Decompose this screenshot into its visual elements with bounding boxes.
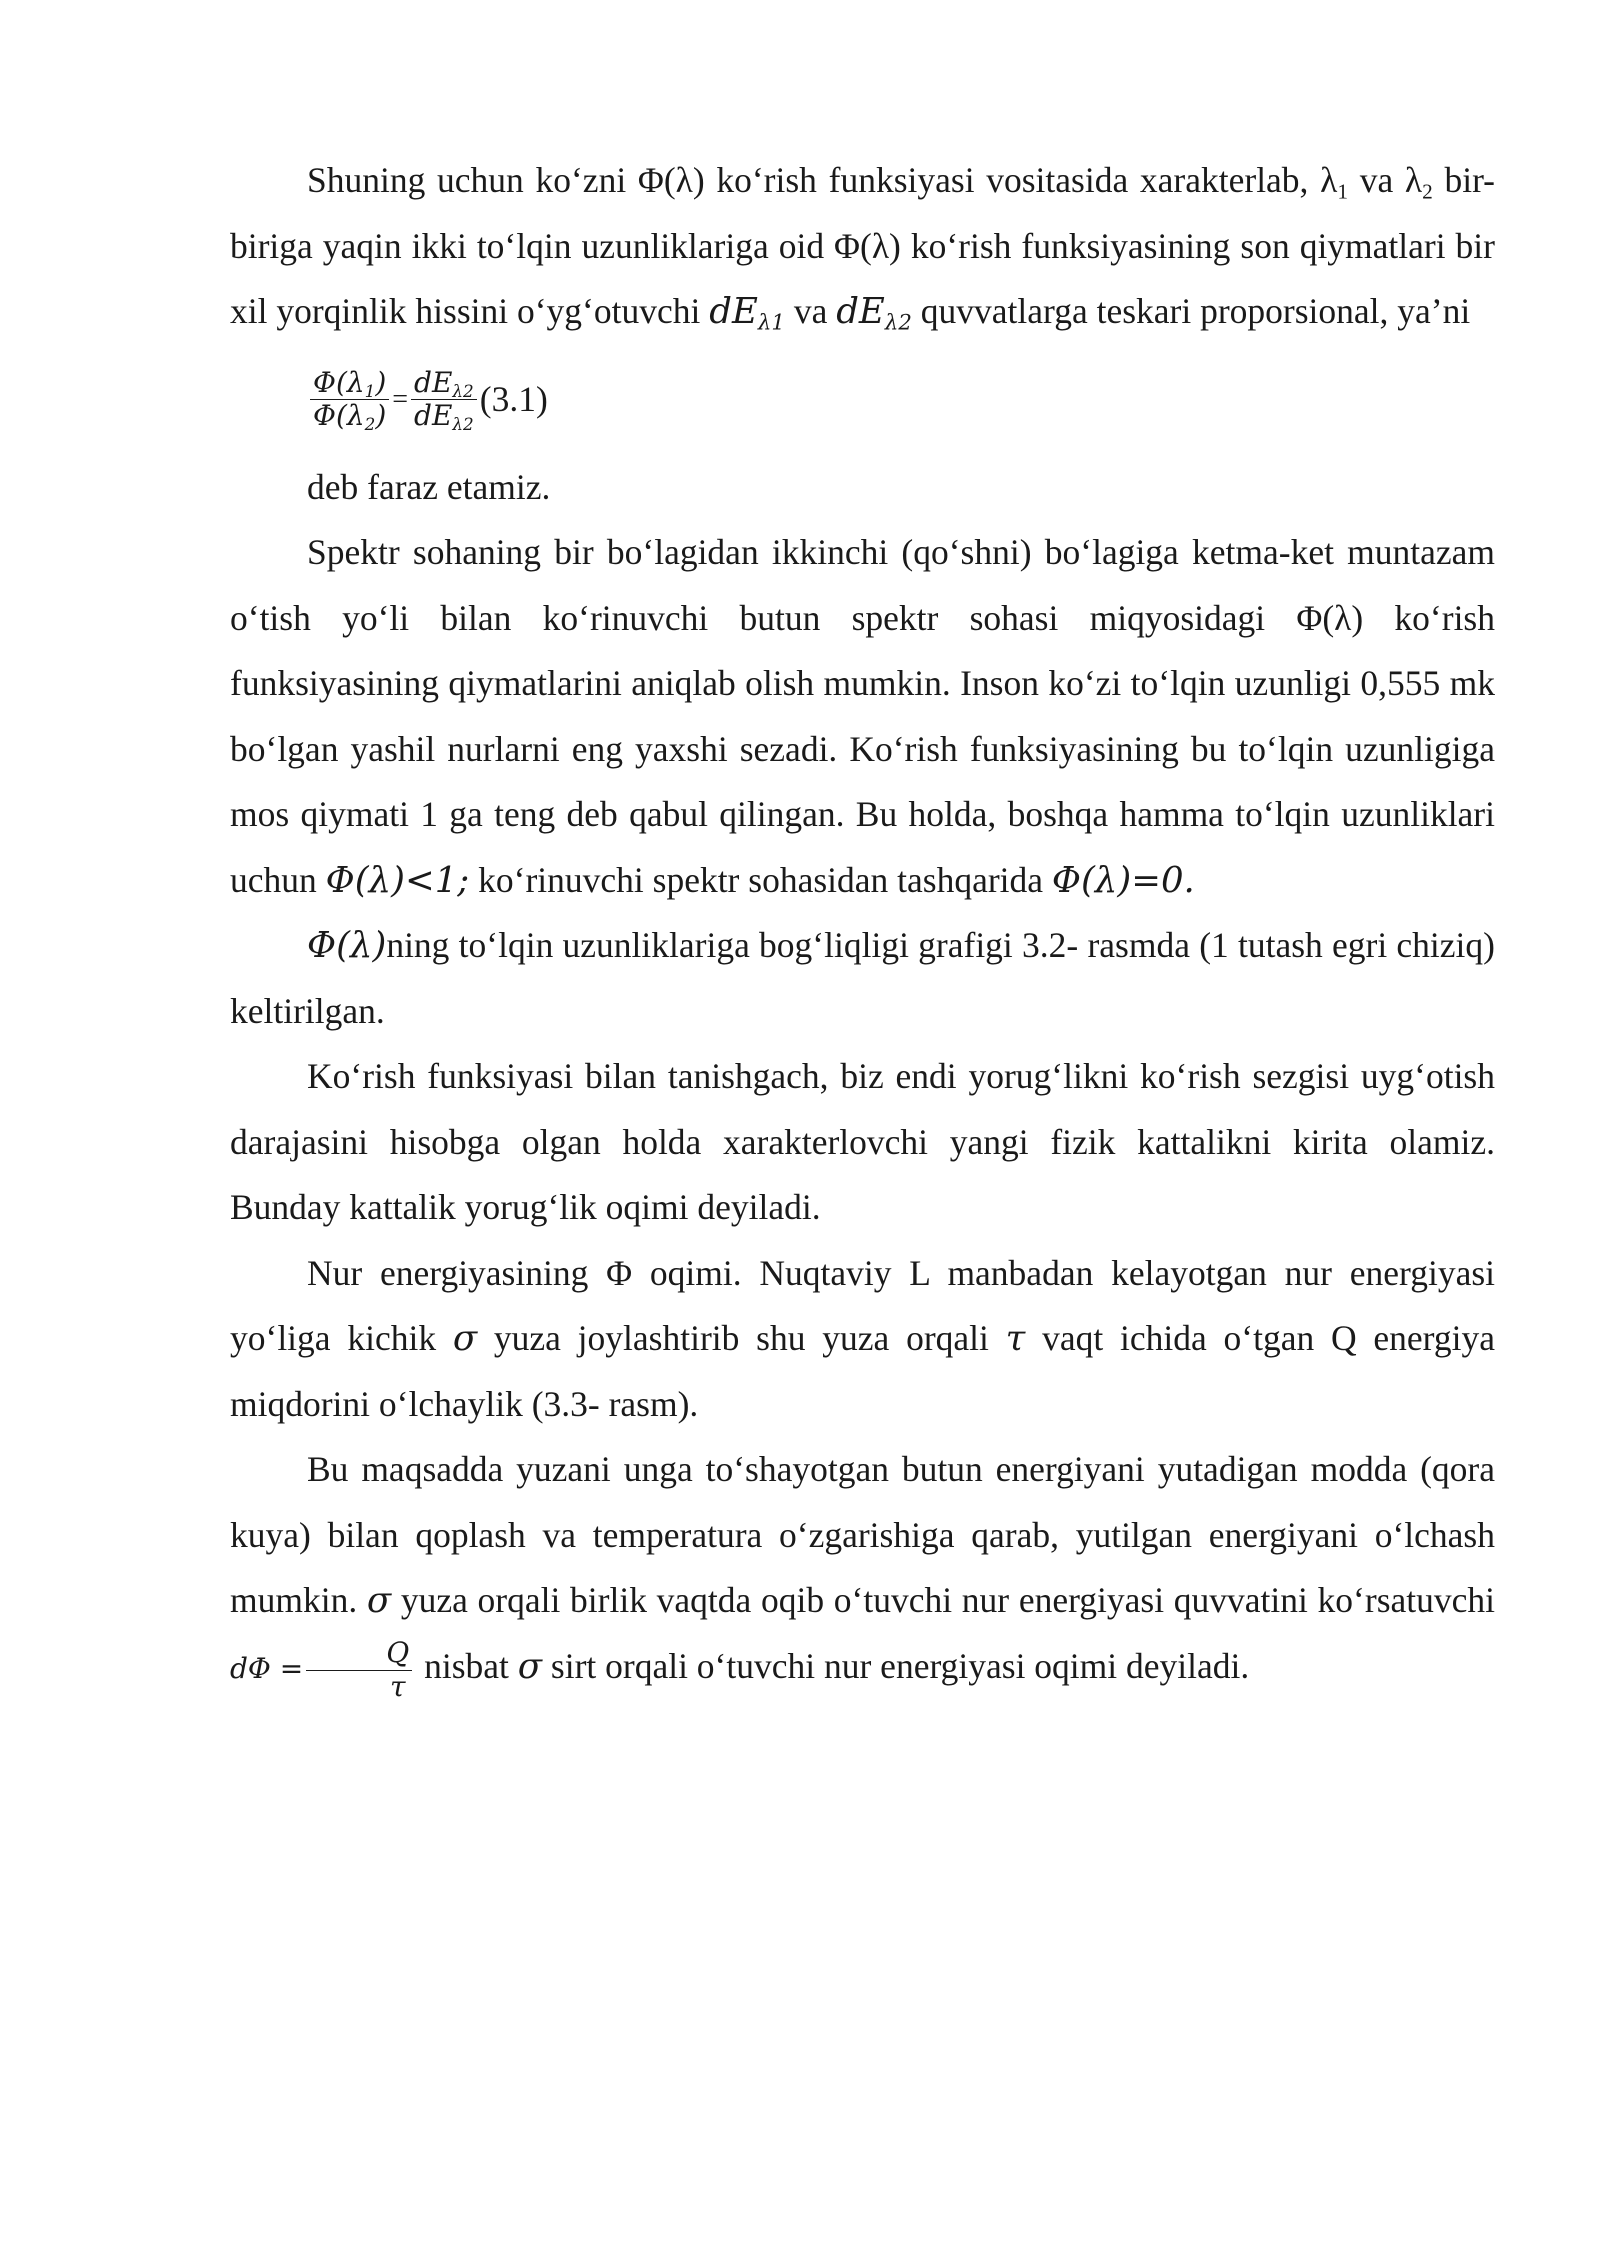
paragraph-4: Φ(λ)ning to‘lqin uzunliklariga bog‘liqligi grafigi 3.2- rasmda (1 tutash egri chiziq) keltirilgan. <box>230 925 1495 1031</box>
math-sigma-3: σ <box>517 1645 543 1687</box>
math-phi-less-1: Φ(λ)<1; <box>325 859 470 901</box>
paragraph-7: Bu maqsadda yuzani unga to‘shayotgan butun energiyani yutadigan modda (qora kuya) bilan qoplash va temperatura o‘zgarishiga qarab, yutilgan energiyani o‘lchash mumkin. σ yuza orqali birlik vaqtda oqib o‘tuvchi nur energiyasi quvvatini ko‘rsatuvchi dΦ = $\frac{Q}{\tau}$ nisbat σ sirt orqali o‘tuvchi nur energiyasi oqimi deyiladi. <box>230 1449 1495 1703</box>
paragraph-1: Shuning uchun ko‘zni Φ(λ) ko‘rish funksiyasi vositasida xarakterlab, $\lambda_1$ va $\lambda_2$ bir-biriga yaqin ikki to‘lqin uzunliklariga oid Φ(λ) ko‘rish funksiyasining son qiymatlari bir xil yorqinlik hissini o‘yg‘otuvchi $dE_{\lambda 1}$ va $dE_{\lambda 2}$ quvvatlarga teskari proporsional, ya’ni <box>230 160 1495 336</box>
math-sigma-2: σ <box>366 1580 392 1621</box>
equation-equals: = <box>392 383 409 415</box>
equation-3-1 <box>230 345 1495 455</box>
equation-right-fraction: $\frac{dE_{\lambda 2}}{dE_{\lambda 2}}$ <box>411 367 477 432</box>
document-page <box>230 148 1495 1703</box>
math-dE-lambda2: $dE_{\lambda 2}$ <box>836 291 912 336</box>
math-dE-lambda1: $dE_{\lambda 1}$ <box>709 291 785 336</box>
equation-number: (3.1) <box>479 378 548 419</box>
math-phi-equals-0: Φ(λ)=0. <box>1051 859 1195 901</box>
paragraph-5: Ko‘rish funksiyasi bilan tanishgach, biz endi yorug‘likni ko‘rish sezgisi uyg‘otish darajasini hisobga olgan holda xarakterlovchi yangi fizik kattalikni kirita olamiz. Bunday kattalik yorug‘lik oqimi deyiladi. <box>230 1056 1495 1227</box>
math-phi-lambda: Φ(λ) <box>307 925 387 966</box>
formula-dPhi: dΦ = $\frac{Q}{\tau}$ <box>230 1652 415 1685</box>
paragraph-3: Spektr sohaning bir bo‘lagidan ikkinchi (qo‘shni) bo‘lagiga ketma-ket muntazam o‘tish yo‘li bilan ko‘rinuvchi butun spektr sohasi miqyosidagi Φ(λ) ko‘rish funksiyasining qiymatlarini aniqlab olish mumkin. Inson ko‘zi to‘lqin uzunligi 0,555 mk bo‘lgan yashil nurlarni eng yaxshi sezadi. Ko‘rish funksiyasining bu to‘lqin uzunligiga mos qiymati 1 ga teng deb qabul qilingan. Bu holda, boshqa hamma to‘lqin uzunliklari uchun Φ(λ)<1; ko‘rinuvchi spektr sohasidan tashqarida Φ(λ)=0. <box>230 532 1495 901</box>
paragraph-6: Nur energiyasining Φ oqimi. Nuqtaviy L manbadan kelayotgan nur energiyasi yo‘liga kichik σ yuza joylashtirib shu yuza orqali τ vaqt ichida o‘tgan Q energiya miqdorini o‘lchaylik (3.3- rasm). <box>230 1252 1495 1424</box>
math-sigma: σ <box>452 1318 478 1359</box>
paragraph-2: deb faraz etamiz. <box>307 466 551 507</box>
math-tau: τ <box>1005 1318 1026 1359</box>
equation-left-fraction: $\frac{\Phi(\lambda_1)}{\Phi(\lambda_2)}$ <box>310 367 389 432</box>
